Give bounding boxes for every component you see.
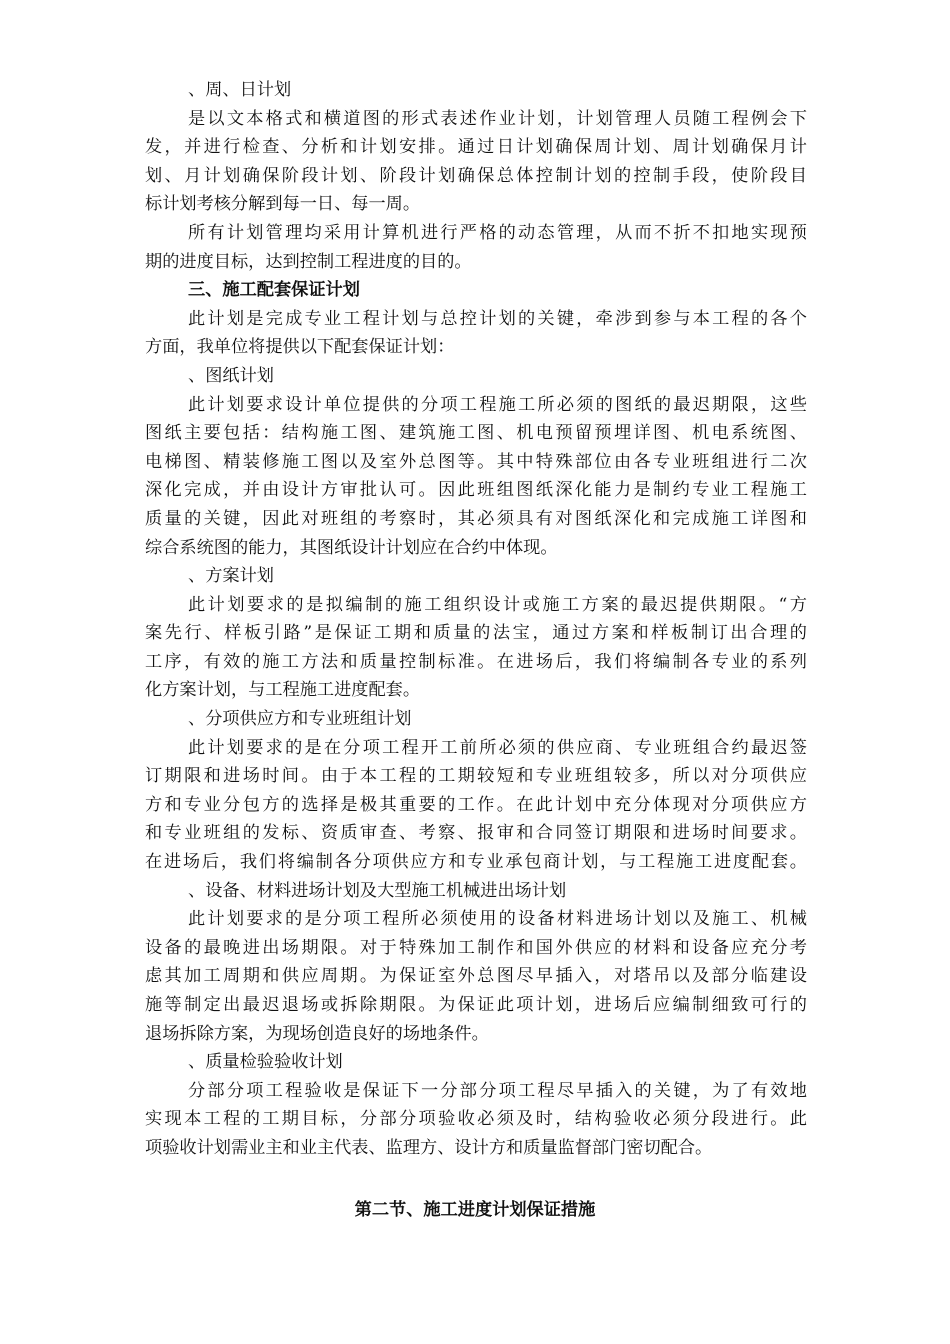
text-line: 、质量检验验收计划 (188, 1052, 343, 1073)
text-line: 方和专业分包方的选择是极其重要的工作。在此计划中充分体现对分项供应方 (145, 794, 807, 815)
text-line: 方面，我单位将提供以下配套保证计划： (145, 337, 455, 358)
text-line: 发，并进行检查、分析和计划安排。通过日计划确保周计划、周计划确保月计 (145, 137, 807, 158)
text-line: 化方案计划，与工程施工进度配套。 (145, 680, 421, 701)
text-line: 综合系统图的能力，其图纸设计计划应在合约中体现。 (145, 537, 558, 558)
text-line: 虑其加工周期和供应周期。为保证室外总图尽早插入，对塔吊以及部分临建设 (145, 966, 807, 987)
text-line: 此计划是完成专业工程计划与总控计划的关键，牵涉到参与本工程的各个 (188, 308, 807, 329)
text-line: 期的进度目标，达到控制工程进度的目的。 (145, 251, 472, 272)
text-line: 项验收计划需业主和业主代表、监理方、设计方和质量监督部门密切配合。 (145, 1137, 713, 1158)
text-line: 此计划要求的是分项工程所必须使用的设备材料进场计划以及施工、机械 (188, 909, 807, 930)
text-line: 电梯图、精装修施工图以及室外总图等。其中特殊部位由各专业班组进行二次 (145, 451, 807, 472)
text-line: 、分项供应方和专业班组计划 (188, 709, 412, 730)
text-line: 退场拆除方案，为现场创造良好的场地条件。 (145, 1023, 489, 1044)
text-line: 、周、日计划 (188, 80, 292, 100)
text-line: 设备的最晚进出场期限。对于特殊加工制作和国外供应的材料和设备应充分考 (145, 937, 807, 958)
text-line: 标计划考核分解到每一日、每一周。 (145, 194, 421, 215)
text-line: 是以文本格式和横道图的形式表述作业计划，计划管理人员随工程例会下 (188, 108, 807, 129)
text-line: 图纸主要包括：结构施工图、建筑施工图、机电预留预埋详图、机电系统图、 (145, 423, 807, 444)
text-line: 、图纸计划 (188, 365, 274, 386)
text-line: 工序，有效的施工方法和质量控制标准。在进场后，我们将编制各专业的系列 (145, 651, 807, 672)
section-title: 第二节、施工进度计划保证措施 (354, 1200, 596, 1220)
text-line: 和专业班组的发标、资质审查、考察、报审和合同签订期限和进场时间要求。 (145, 823, 807, 844)
text-line: 此计划要求的是在分项工程开工前所必须的供应商、专业班组合约最迟签 (188, 737, 807, 758)
text-line: 深化完成，并由设计方审批认可。因此班组图纸深化能力是制约专业工程施工 (145, 480, 807, 501)
text-line: 订期限和进场时间。由于本工程的工期较短和专业班组较多，所以对分项供应 (145, 766, 807, 787)
text-line: 此计划要求设计单位提供的分项工程施工所必须的图纸的最迟期限，这些 (188, 394, 807, 415)
text-line: 施等制定出最迟退场或拆除期限。为保证此项计划，进场后应编制细致可行的 (145, 995, 807, 1015)
section-heading: 三、施工配套保证计划 (188, 280, 360, 301)
text-line: 此计划要求的是拟编制的施工组织设计或施工方案的最迟提供期限。“方 (188, 594, 807, 615)
text-line: 划、月计划确保阶段计划、阶段计划确保总体控制计划的控制手段，使阶段目 (145, 165, 807, 186)
text-line: 实现本工程的工期目标，分部分项验收必须及时，结构验收必须分段进行。此 (145, 1109, 807, 1130)
text-line: 质量的关键，因此对班组的考察时，其必须具有对图纸深化和完成施工详图和 (145, 508, 807, 529)
text-line: 分部分项工程验收是保证下一分部分项工程尽早插入的关键，为了有效地 (188, 1080, 807, 1101)
text-line: 、设备、材料进场计划及大型施工机械进出场计划 (188, 880, 567, 901)
text-line: 所有计划管理均采用计算机进行严格的动态管理，从而不折不扣地实现预 (188, 222, 807, 243)
text-line: 在进场后，我们将编制各分项供应方和专业承包商计划，与工程施工进度配套。 (145, 852, 807, 873)
document-body (145, 76, 807, 1163)
text-line: 、方案计划 (188, 566, 274, 587)
text-line: 案先行、样板引路”是保证工期和质量的法宝，通过方案和样板制订出合理的 (145, 623, 807, 644)
